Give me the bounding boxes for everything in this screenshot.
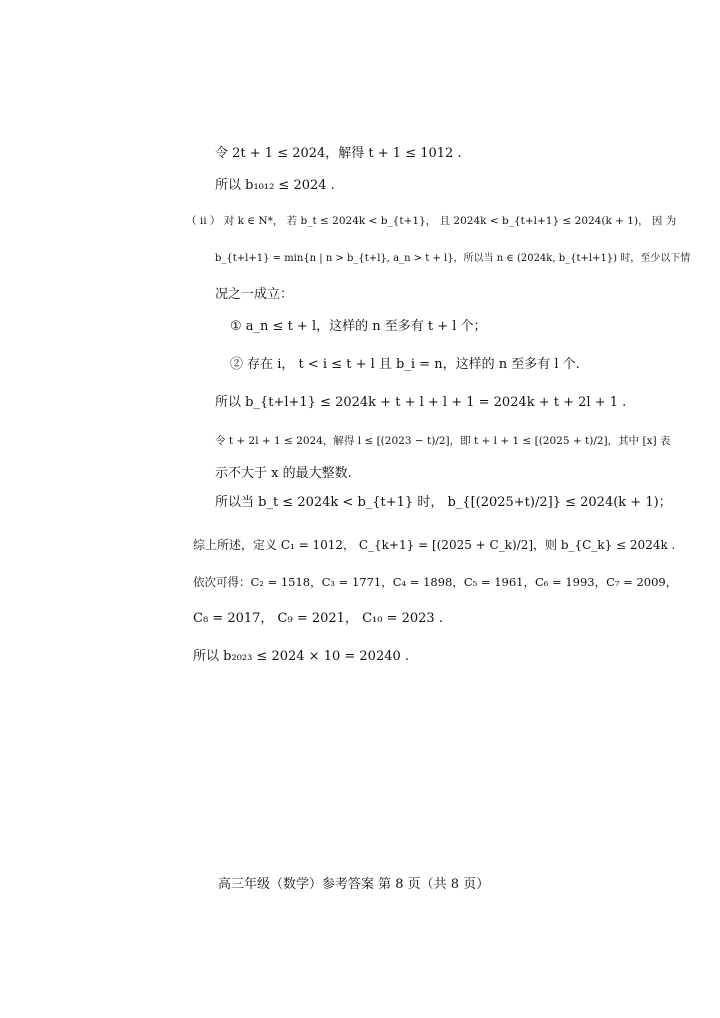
text-line-11: 所以当 b_t ≤ 2024k < b_{t+1} 时， b_{[(2025+t)/2]} ≤ 2024(k + 1)； [215,495,672,510]
text-line-9: 令 t + 2l + 1 ≤ 2024，解得 l ≤ [(2023 − t)/2]，即 t + l + 1 ≤ [(2025 + t)/2]，其中 [x] 表 [215,435,671,447]
text-line-1: 令 2t + 1 ≤ 2024，解得 t + 1 ≤ 1012 . [215,146,462,161]
page-footer: 高三年级（数学）参考答案 第 8 页（共 8 页） [218,877,490,892]
text-line-10: 示不大于 x 的最大整数. [215,466,352,481]
text-line-2: 所以 b₁₀₁₂ ≤ 2024 . [215,178,335,193]
text-line-8: 所以 b_{t+l+1} ≤ 2024k + t + l + l + 1 = 2024k + t + 2l + 1 . [215,395,627,410]
text-line-4: b_{t+l+1} = min{n | n > b_{t+l}, a_n > t + l}，所以当 n ∈ (2024k, b_{t+l+1}) 时，至少以下情 [215,253,691,264]
text-line-12: 综上所述，定义 C₁ = 1012， C_{k+1} = [(2025 + C_k)/2]，则 b_{C_k} ≤ 2024k . [193,538,676,552]
text-line-6: ① a_n ≤ t + l，这样的 n 至多有 t + l 个； [230,319,487,334]
text-line-3: （ ii ） 对 k ∈ N*， 若 b_t ≤ 2024k < b_{t+1}， 且 2024k < b_{t+l+1} ≤ 2024(k + 1)， 因 为 [186,215,677,227]
text-line-14: C₈ = 2017， C₉ = 2021， C₁₀ = 2023 . [193,611,443,626]
text-line-13: 依次可得：C₂ = 1518，C₃ = 1771，C₄ = 1898，C₅ = 1961，C₆ = 1993，C₇ = 2009， [193,575,678,589]
text-line-7: ② 存在 i， t < i ≤ t + l 且 b_i = n，这样的 n 至多有 l 个. [230,357,580,372]
text-line-15: 所以 b₂₀₂₃ ≤ 2024 × 10 = 20240 . [193,649,410,664]
text-line-5: 况之一成立： [215,287,294,302]
